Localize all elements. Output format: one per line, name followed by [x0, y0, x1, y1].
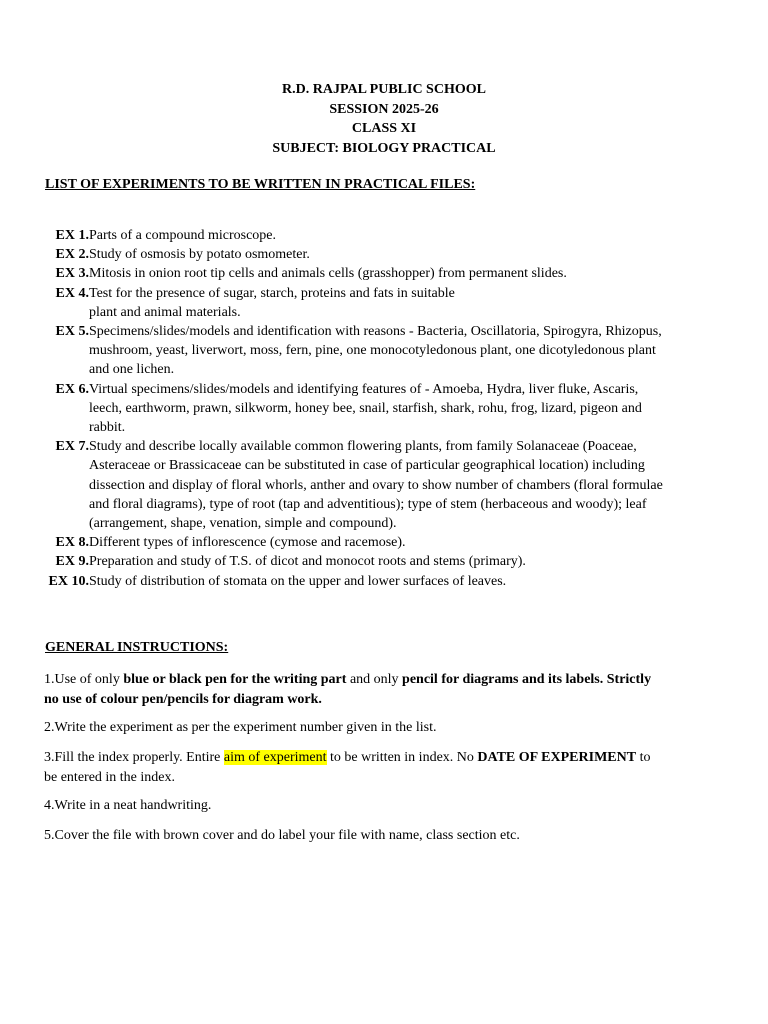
- class-line: CLASS XI: [351, 121, 417, 136]
- experiment-description-line: leech, earthworm, prawn, silkworm, honey bee, snail, starfish, shark, rohu, frog, lizard, pigeon and: [89, 400, 642, 416]
- instruction-1-text-d: pencil for diagrams and its labels. Strictly: [402, 672, 652, 687]
- experiment-item: [44, 533, 724, 552]
- experiment-description-line: mushroom, yeast, liverwort, moss, fern, pine, one monocotyledonous plant, one dicotyledonous plant: [89, 343, 656, 359]
- instruction-3-text-d: DATE OF EXPERIMENT: [477, 750, 637, 765]
- experiment-number-label: EX 7.: [55, 439, 89, 455]
- experiment-number: [44, 322, 89, 380]
- experiment-item: [44, 552, 724, 571]
- experiment-list: [44, 226, 724, 591]
- experiment-number: [44, 245, 89, 264]
- instruction-5: [44, 826, 724, 846]
- instruction-3-text-f: be entered in the index.: [44, 769, 176, 785]
- experiment-description: [89, 552, 724, 571]
- experiment-description-line: Asteraceae or Brassicaceae can be substituted in case of particular geographical location) including: [89, 458, 645, 474]
- instruction-1-text-e: no use of colour pen/pencils for diagram work.: [44, 691, 322, 707]
- session-line: SESSION 2025-26: [329, 101, 439, 117]
- experiment-description: [89, 380, 724, 438]
- experiment-item: [44, 322, 724, 380]
- experiment-description-line: Study of osmosis by potato osmometer.: [89, 247, 310, 263]
- experiment-number: [44, 572, 89, 591]
- instruction-3: [44, 748, 724, 787]
- experiment-item: [44, 264, 724, 283]
- experiment-description-line: dissection and display of floral whorls, anther and ovary to show number of chambers (floral formulae: [89, 477, 663, 493]
- experiment-description-line: plant and animal materials.: [89, 304, 241, 320]
- experiment-description: [89, 322, 724, 380]
- experiment-number: [44, 533, 89, 552]
- experiment-item: [44, 226, 724, 245]
- experiment-number-label: EX 3.: [55, 266, 89, 282]
- experiment-number: [44, 437, 89, 533]
- instruction-5-text: 5.Cover the file with brown cover and do label your file with name, class section etc.: [44, 828, 520, 843]
- experiment-description-line: Study and describe locally available common flowering plants, from family Solanaceae (Poaceae,: [89, 439, 637, 455]
- instruction-1: [44, 670, 724, 709]
- instruction-3-highlight: aim of experiment: [223, 750, 327, 765]
- experiment-number-label: EX 2.: [55, 247, 89, 263]
- school-name: R.D. RAJPAL PUBLIC SCHOOL: [282, 82, 486, 97]
- experiment-description-line: rabbit.: [89, 420, 126, 436]
- experiment-description: [89, 437, 724, 533]
- experiment-number-label: EX 6.: [55, 381, 89, 397]
- experiment-number: [44, 552, 89, 571]
- experiment-description-line: and one lichen.: [89, 362, 175, 378]
- experiment-item: [44, 572, 724, 591]
- experiment-description: [89, 226, 724, 245]
- experiment-item: [44, 284, 724, 322]
- instruction-1-text-b: blue or black pen for the writing part: [123, 672, 347, 687]
- experiment-number-label: EX 9.: [55, 554, 89, 570]
- instruction-2-text: 2.Write the experiment as per the experiment number given in the list.: [44, 720, 437, 735]
- experiment-number-label: EX 10.: [48, 573, 89, 589]
- experiment-number-label: EX 8.: [55, 535, 89, 551]
- experiment-number-label: EX 5.: [55, 324, 89, 340]
- instruction-1-text-a: 1.Use of only: [44, 672, 124, 687]
- instruction-4-text: 4.Write in a neat handwriting.: [44, 798, 212, 813]
- experiment-description-line: Mitosis in onion root tip cells and animals cells (grasshopper) from permanent slides.: [89, 266, 567, 282]
- document-header: [0, 80, 768, 158]
- instruction-3-text-c: to be written in index. No: [326, 750, 478, 765]
- experiment-description: [89, 284, 724, 322]
- experiment-description-line: Specimens/slides/models and identification with reasons - Bacteria, Oscillatoria, Spirogyra, Rhizopus,: [89, 324, 662, 340]
- instruction-3-text-a: 3.Fill the index properly. Entire: [44, 750, 224, 765]
- experiment-description: [89, 533, 724, 552]
- experiment-description-line: Test for the presence of sugar, starch, proteins and fats in suitable: [89, 285, 455, 301]
- instruction-1-text-c: and only: [346, 672, 403, 687]
- instruction-2: [44, 718, 724, 738]
- instruction-4: [44, 796, 724, 816]
- experiment-number-label: EX 1.: [55, 228, 89, 243]
- experiment-item: [44, 245, 724, 264]
- experiments-heading: LIST OF EXPERIMENTS TO BE WRITTEN IN PRACTICAL FILES:: [45, 177, 476, 192]
- subject-line: SUBJECT: BIOLOGY PRACTICAL: [272, 140, 496, 156]
- experiment-number-label: EX 4.: [55, 285, 89, 301]
- experiment-description: [89, 245, 724, 264]
- experiment-item: [44, 380, 724, 438]
- experiment-number: [44, 284, 89, 322]
- experiment-description: [89, 572, 724, 591]
- experiment-number: [44, 264, 89, 283]
- experiment-description-line: Different types of inflorescence (cymose and racemose).: [89, 535, 406, 551]
- experiment-description-line: Preparation and study of T.S. of dicot and monocot roots and stems (primary).: [89, 554, 526, 570]
- instruction-3-text-e: to: [636, 750, 651, 765]
- experiment-number: [44, 226, 89, 245]
- experiment-description: [89, 264, 724, 283]
- experiment-description-line: Study of distribution of stomata on the upper and lower surfaces of leaves.: [89, 573, 507, 589]
- experiment-description-line: Parts of a compound microscope.: [89, 228, 277, 243]
- experiment-number: [44, 380, 89, 438]
- general-instructions-heading: GENERAL INSTRUCTIONS:: [45, 640, 229, 655]
- experiment-description-line: (arrangement, shape, venation, simple and compound).: [89, 516, 397, 532]
- experiment-item: [44, 437, 724, 533]
- experiment-description-line: and floral diagrams), type of root (tap and adventitious); type of stem (herbaceous and woody); leaf: [89, 496, 647, 512]
- experiment-description-line: Virtual specimens/slides/models and identifying features of - Amoeba, Hydra, liver fluke, Ascaris,: [89, 381, 639, 397]
